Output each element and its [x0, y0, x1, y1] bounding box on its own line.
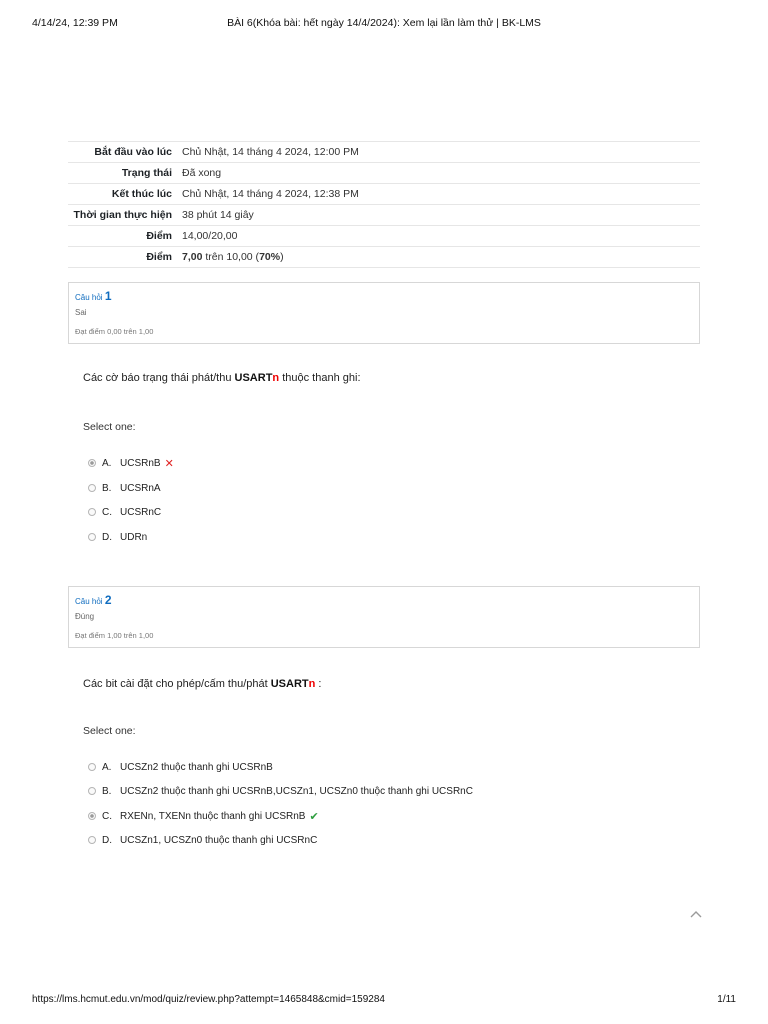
answer-option[interactable]: [88, 481, 161, 495]
question-number-value: 2: [104, 593, 112, 607]
answer-letter: C.: [102, 506, 112, 518]
summary-value: Chủ Nhật, 14 tháng 4 2024, 12:00 PM: [178, 142, 700, 163]
answer-letter: A.: [102, 761, 112, 773]
keyword-suffix: n: [272, 372, 280, 384]
answer-letter: A.: [102, 457, 112, 469]
answer-option[interactable]: [88, 456, 174, 470]
summary-label: Kết thúc lúc: [68, 184, 178, 205]
radio-button[interactable]: [88, 787, 96, 795]
summary-value: 38 phút 14 giây: [178, 205, 700, 226]
answer-letter: D.: [102, 834, 112, 846]
answer-option[interactable]: [88, 505, 161, 519]
answer-option[interactable]: [88, 784, 473, 798]
summary-row: [68, 226, 700, 247]
answer-option[interactable]: [88, 530, 147, 544]
keyword-part: USART: [270, 678, 309, 690]
summary-label: Trạng thái: [68, 163, 178, 184]
question-text-before: Các cờ báo trạng thái phát/thu: [83, 372, 235, 384]
question-text-keyword: [271, 678, 316, 690]
answer-text: UCSZn2 thuộc thanh ghi UCSRnB: [120, 761, 273, 773]
chevron-up-icon[interactable]: [690, 910, 702, 918]
score-end: ): [280, 251, 284, 263]
summary-row: [68, 205, 700, 226]
print-footer: [32, 994, 736, 1010]
answer-text: UCSRnA: [120, 482, 161, 494]
summary-row: [68, 142, 700, 163]
select-prompt: Select one:: [83, 421, 136, 433]
print-title: BÀI 6(Khóa bài: hết ngày 14/4/2024): Xem lại lần làm thử | BK-LMS: [227, 17, 541, 29]
summary-label: Điểm: [68, 247, 178, 268]
answer-text: UCSRnC: [120, 506, 162, 518]
answer-text: UDRn: [120, 531, 148, 543]
answer-letter: B.: [102, 785, 112, 797]
question-label: Câu hỏi: [75, 597, 103, 606]
summary-value: 14,00/20,00: [178, 226, 700, 247]
radio-button[interactable]: [88, 484, 96, 492]
summary-row: [68, 184, 700, 205]
question-text: [83, 372, 361, 384]
answer-option[interactable]: [88, 833, 317, 847]
radio-button[interactable]: [88, 763, 96, 771]
answer-text: UCSZn2 thuộc thanh ghi UCSRnB,UCSZn1, UCSZn0 thuộc thanh ghi UCSRnC: [120, 785, 473, 797]
summary-row: [68, 163, 700, 184]
question-text-after: thuộc thanh ghi:: [279, 372, 361, 384]
answer-option[interactable]: [88, 809, 319, 823]
question-info-box: [68, 586, 700, 648]
summary-value: Đã xong: [178, 163, 700, 184]
keyword-suffix: n: [308, 678, 316, 690]
radio-button[interactable]: [88, 812, 96, 820]
question-grade: Đạt điểm 0,00 trên 1,00: [75, 327, 154, 336]
radio-button[interactable]: [88, 533, 96, 541]
radio-button[interactable]: [88, 836, 96, 844]
question-text-keyword: [235, 372, 280, 384]
question-number: [75, 289, 112, 303]
score-value: 7,00: [182, 251, 203, 263]
answer-letter: D.: [102, 531, 112, 543]
answer-option[interactable]: [88, 760, 273, 774]
answer-text: RXENn, TXENn thuộc thanh ghi UCSRnB: [120, 810, 306, 822]
summary-row: [68, 247, 700, 268]
question-grade: Đạt điểm 1,00 trên 1,00: [75, 631, 154, 640]
answer-text: UCSZn1, UCSZn0 thuộc thanh ghi UCSRnC: [120, 834, 318, 846]
print-date: 4/14/24, 12:39 PM: [32, 17, 118, 29]
answer-text: UCSRnB: [120, 457, 161, 469]
page-number: 1/11: [717, 994, 736, 1005]
question-text: [83, 678, 321, 690]
question-number: [75, 593, 112, 607]
attempt-summary-table: [68, 141, 700, 268]
summary-label: Điểm: [68, 226, 178, 247]
incorrect-icon: ✕: [164, 457, 174, 470]
question-number-value: 1: [104, 289, 112, 303]
select-prompt: Select one:: [83, 725, 136, 737]
summary-label: Thời gian thực hiện: [68, 205, 178, 226]
keyword-part: USART: [234, 372, 273, 384]
answer-letter: B.: [102, 482, 112, 494]
summary-value: Chủ Nhật, 14 tháng 4 2024, 12:38 PM: [178, 184, 700, 205]
print-url: https://lms.hcmut.edu.vn/mod/quiz/review.php?attempt=1465848&cmid=159284: [32, 994, 385, 1005]
score-mid: trên 10,00 (: [202, 251, 260, 263]
answer-letter: C.: [102, 810, 112, 822]
question-text-before: Các bit cài đặt cho phép/cấm thu/phát: [83, 678, 271, 690]
summary-value: [178, 247, 700, 268]
radio-button[interactable]: [88, 508, 96, 516]
question-info-box: [68, 282, 700, 344]
question-state: Sai: [75, 308, 87, 317]
score-percent: 70%: [259, 251, 281, 263]
radio-button[interactable]: [88, 459, 96, 467]
correct-icon: ✔: [309, 810, 319, 823]
question-text-after: :: [315, 678, 322, 690]
question-state: Đúng: [75, 612, 95, 621]
print-header: [32, 17, 736, 33]
question-label: Câu hỏi: [75, 293, 103, 302]
summary-label: Bắt đầu vào lúc: [68, 142, 178, 163]
